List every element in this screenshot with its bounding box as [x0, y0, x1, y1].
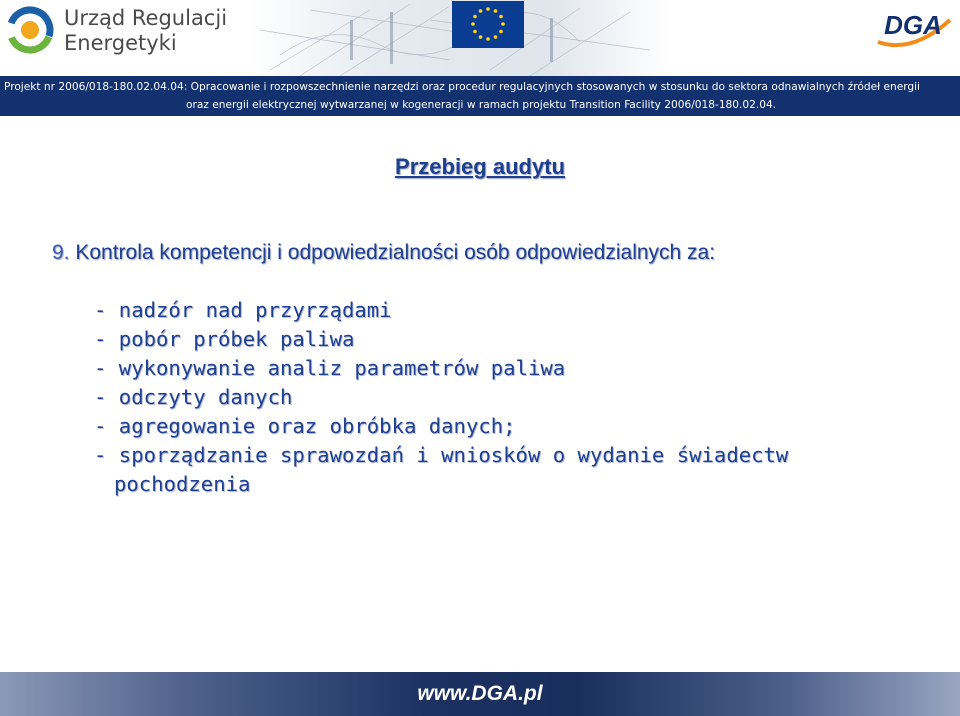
project-info-line1: Projekt nr 2006/018-180.02.04.04: Opracowanie i rozpowszechnienie narzędzi oraz procedur regulacyjnych stosowanych w stosunku do sektora odnawialnych źródeł energii	[4, 81, 920, 93]
list-item: - odczyty danych	[94, 385, 293, 409]
header	[0, 0, 960, 76]
ure-name-line2: Energetyki	[64, 31, 177, 55]
footer-bar	[0, 672, 960, 716]
ure-name-line1: Urząd Regulacji	[64, 6, 228, 30]
list-item: - pobór próbek paliwa	[94, 327, 355, 351]
ure-logo-icon	[4, 4, 56, 56]
section-heading	[52, 241, 715, 265]
section-heading-text: Kontrola kompetencji i odpowiedzialności osób odpowiedzialnych za:	[75, 241, 716, 264]
list-item: - sporządzanie sprawozdań i wniosków o wydanie świadectw	[94, 443, 789, 467]
ure-name	[64, 6, 227, 56]
project-info-line2: oraz energii elektrycznej wytwarzanej w kogeneracji w ramach projektu Transition Facility 2006/018-180.02.04.	[186, 99, 777, 111]
dga-logo-icon	[872, 2, 954, 50]
responsibility-list	[94, 296, 788, 499]
eu-flag-icon	[452, 1, 524, 48]
list-item: - agregowanie oraz obróbka danych;	[94, 414, 516, 438]
dga-logo-text: DGA	[884, 10, 942, 40]
slide-title-container	[0, 154, 960, 180]
footer-url-link[interactable]: www.DGA.pl	[417, 682, 543, 705]
list-item: - nadzór nad przyrządami	[94, 298, 392, 322]
list-item-continuation: pochodzenia	[114, 472, 251, 496]
list-item: - wykonywanie analiz parametrów paliwa	[94, 356, 566, 380]
project-info-band	[0, 76, 960, 116]
slide-title: Przebieg audytu	[395, 154, 565, 179]
section-number: 9.	[52, 241, 70, 264]
